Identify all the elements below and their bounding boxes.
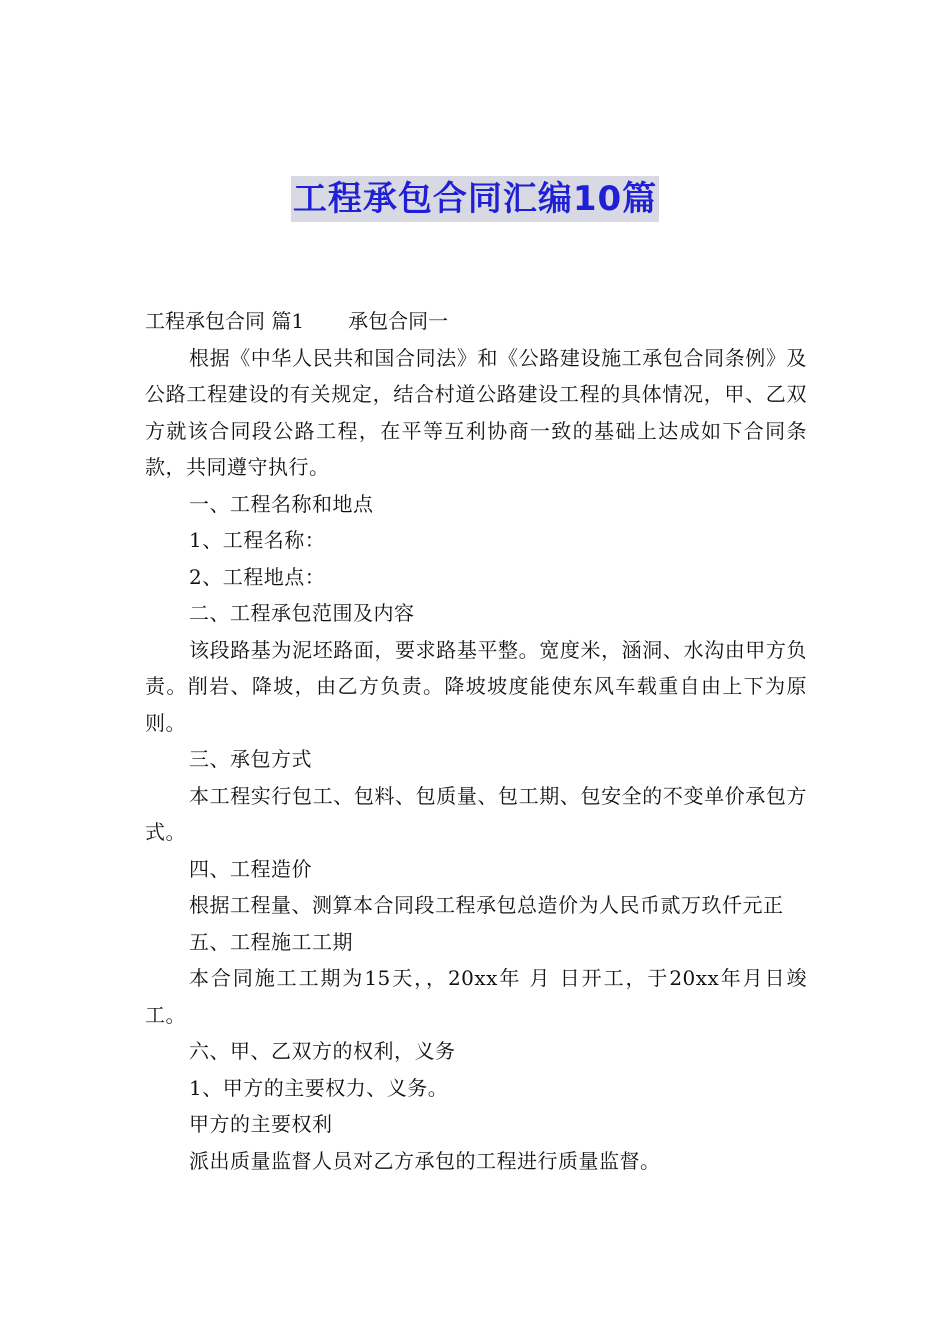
paragraph-quality-supervision: 派出质量监督人员对乙方承包的工程进行质量监督。 — [189, 1148, 661, 1173]
heading-rights-obligations: 六、甲、乙双方的权利，义务 — [189, 1039, 456, 1063]
item-project-location: 2、工程地点： — [189, 564, 326, 589]
heading-project-cost: 四、工程造价 — [189, 856, 312, 881]
heading-construction-period: 五、工程施工工期 — [189, 929, 353, 954]
contract-subtitle: 承包合同一 — [348, 309, 449, 333]
paragraph-scope: 该段路基为泥坯路面，要求路基平整。宽度米，涵洞、水沟由甲方负责。削岩、降坡，由乙方负责。降坡坡度能使东风车载重自由上下为原则。 — [145, 637, 807, 735]
contract-section-label: 工程承包合同 篇1 — [145, 309, 305, 333]
heading-project-name-location: 一、工程名称和地点 — [189, 491, 374, 516]
document-title: 工程承包合同汇编10篇 — [291, 176, 659, 222]
subheading-party-a-rights: 甲方的主要权利 — [189, 1112, 333, 1136]
heading-scope: 二、工程承包范围及内容 — [189, 601, 415, 625]
paragraph-construction-period: 本合同施工工期为15天，，20xx年 月 日开工，于20xx年月日竣工。 — [145, 966, 807, 1027]
paragraph-project-cost: 根据工程量、测算本合同段工程承包总造价为人民币贰万玖仟元正 — [189, 893, 784, 917]
title-container — [0, 176, 950, 222]
heading-contract-method: 三、承包方式 — [189, 747, 312, 771]
item-party-a-obligations: 1、甲方的主要权力、义务。 — [189, 1075, 449, 1100]
item-project-name: 1、工程名称： — [189, 528, 326, 552]
document-body — [145, 303, 807, 1179]
paragraph-contract-method: 本工程实行包工、包料、包质量、包工期、包安全的不变单价承包方式。 — [145, 783, 807, 844]
contract-heading-line — [145, 303, 807, 340]
paragraph-intro: 根据《中华人民共和国合同法》和《公路建设施工承包合同条例》及公路工程建设的有关规定，结合村道公路建设工程的具体情况，甲、乙双方就该合同段公路工程，在平等互利协商一致的基础上达成如下合同条款，共同遵守执行。 — [145, 345, 807, 479]
